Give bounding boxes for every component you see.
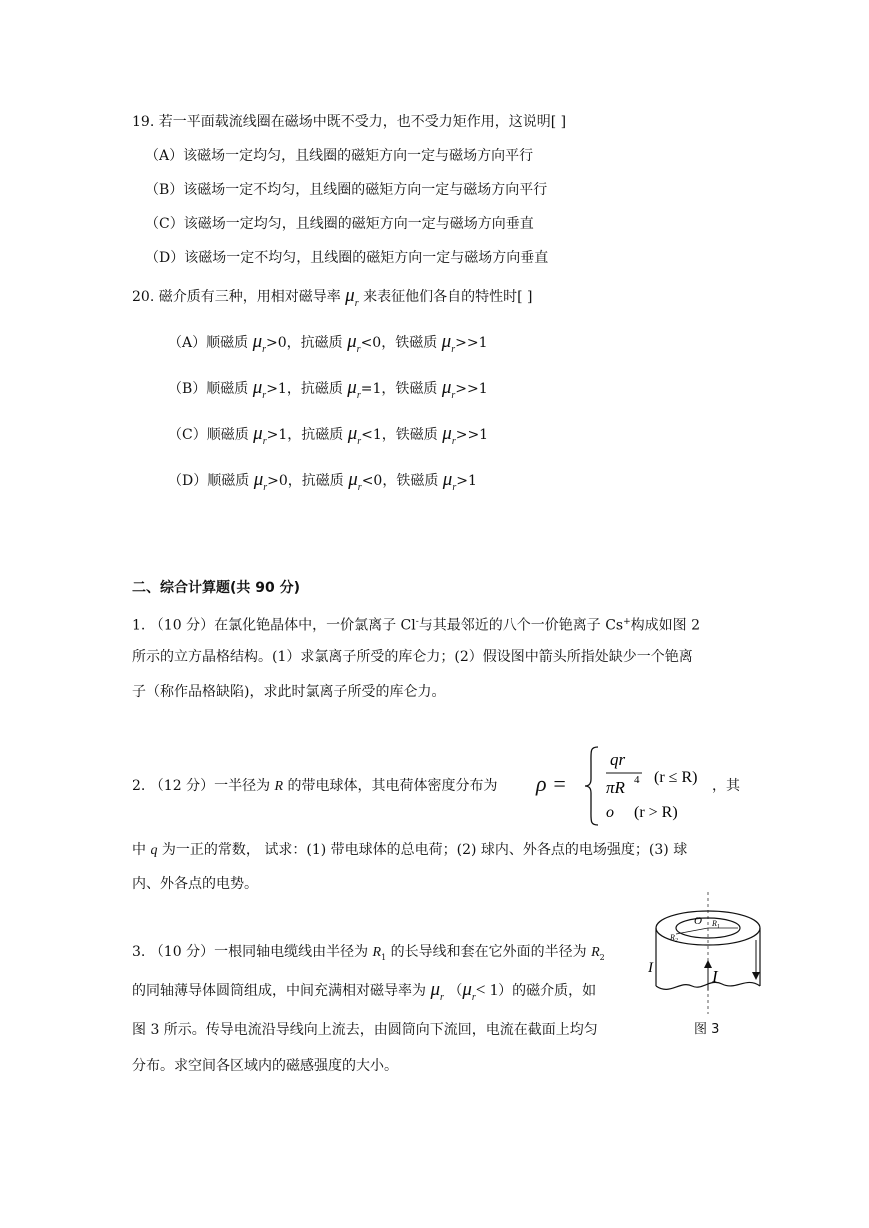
- problem1-line1: 1. （10 分）在氯化铯晶体中，一价氯离子 Cl-与其最邻近的八个一价铯离子 Cs+构成如图 2: [132, 617, 701, 634]
- case-2: o: [606, 804, 614, 821]
- q19-option-a: （A）该磁场一定均匀，且线圈的磁矩方向一定与磁场方向平行: [145, 148, 534, 164]
- label-R1: $R_1$: [712, 919, 720, 930]
- problem2-line1: 2. （12 分）一半径为 R 的带电球体，其电荷体密度分布为: [132, 778, 498, 794]
- q19-option-d: （D）该磁场一定不均匀，且线圈的磁矩方向一定与磁场方向垂直: [145, 250, 549, 266]
- problem3-line3: 图 3 所示。传导电流沿导线向上流去，由圆筒向下流回，电流在截面上均匀: [132, 1022, 598, 1038]
- rho-symbol: ρ =: [536, 771, 567, 796]
- fraction-denominator: πR: [606, 778, 625, 797]
- q20-option-c: （C）顺磁质 $\mu_r>1$，抗磁质 $\mu_r<1$，铁磁质 $\mu_r>>1$: [168, 423, 489, 447]
- problem1-line3: 子（称作品格缺陷)，求此时氯离子所受的库仑力。: [132, 684, 446, 700]
- q19-option-c: （C）该磁场一定均匀，且线圈的磁矩方向一定与磁场方向垂直: [145, 216, 534, 232]
- label-I-center: I: [712, 967, 718, 986]
- q20-stem: 20. 磁介质有三种，用相对磁导率 $\mu_r$ 来表征他们各自的特性时[ ]: [132, 285, 533, 309]
- q20-option-b: （B）顺磁质 $\mu_r>1$，抗磁质 $\mu_r=1$，铁磁质 $\mu_r>>1$: [168, 377, 488, 401]
- q20-option-d: （D）顺磁质 $\mu_r>0$，抗磁质 $\mu_r<0$，铁磁质 $\mu_r>1$: [168, 469, 477, 493]
- problem1-line2: 所示的立方晶格结构。(1）求氯离子所受的库仑力；(2）假设图中箭头所指处缺少一个铯离: [132, 649, 693, 665]
- problem3-line1: 3. （10 分）一根同轴电缆线由半径为 $R_1$ 的长导线和套在它外面的半径为 $R_2$: [132, 944, 605, 962]
- figure3-caption: 图 3: [694, 1022, 720, 1037]
- section-heading: 二、综合计算题(共 90 分): [132, 580, 301, 596]
- q19-stem: 19. 若一平面载流线圈在磁场中既不受力，也不受力矩作用，这说明[ ]: [132, 114, 567, 130]
- condition-1: (r ≤ R): [654, 769, 698, 786]
- problem3-line2: 的同轴薄导体圆筒组成，中间充满相对磁导率为 $\mu_r$ $(\mu_r< 1)$的磁介质，如: [132, 979, 597, 1003]
- figure3-coaxial-cable: [640, 890, 770, 1020]
- problem2-tail: ，其: [712, 778, 740, 794]
- label-O: O: [694, 915, 702, 927]
- problem3-line4: 分布。求空间各区域内的磁感强度的大小。: [132, 1058, 398, 1074]
- label-I-left: I: [648, 960, 653, 976]
- fraction-numerator: qr: [610, 750, 626, 769]
- fraction-exponent: 4: [634, 774, 640, 786]
- condition-2: (r > R): [634, 804, 678, 821]
- label-R2: $R_2$: [670, 933, 678, 944]
- q20-option-a: （A）顺磁质 $\mu_r>0$，抗磁质 $\mu_r<0$，铁磁质 $\mu_r>>1$: [168, 331, 488, 355]
- problem2-line3: 内、外各点的电势。: [132, 876, 258, 892]
- mu-r-symbol: $\mu_r$: [345, 285, 359, 309]
- q19-option-b: （B）该磁场一定不均匀，且线圈的磁矩方向一定与磁场方向平行: [145, 182, 548, 198]
- problem2-line2: 中 q 为一正的常数， 试求：(1) 带电球体的总电荷；(2) 球内、外各点的电场强度；(3) 球: [132, 842, 688, 858]
